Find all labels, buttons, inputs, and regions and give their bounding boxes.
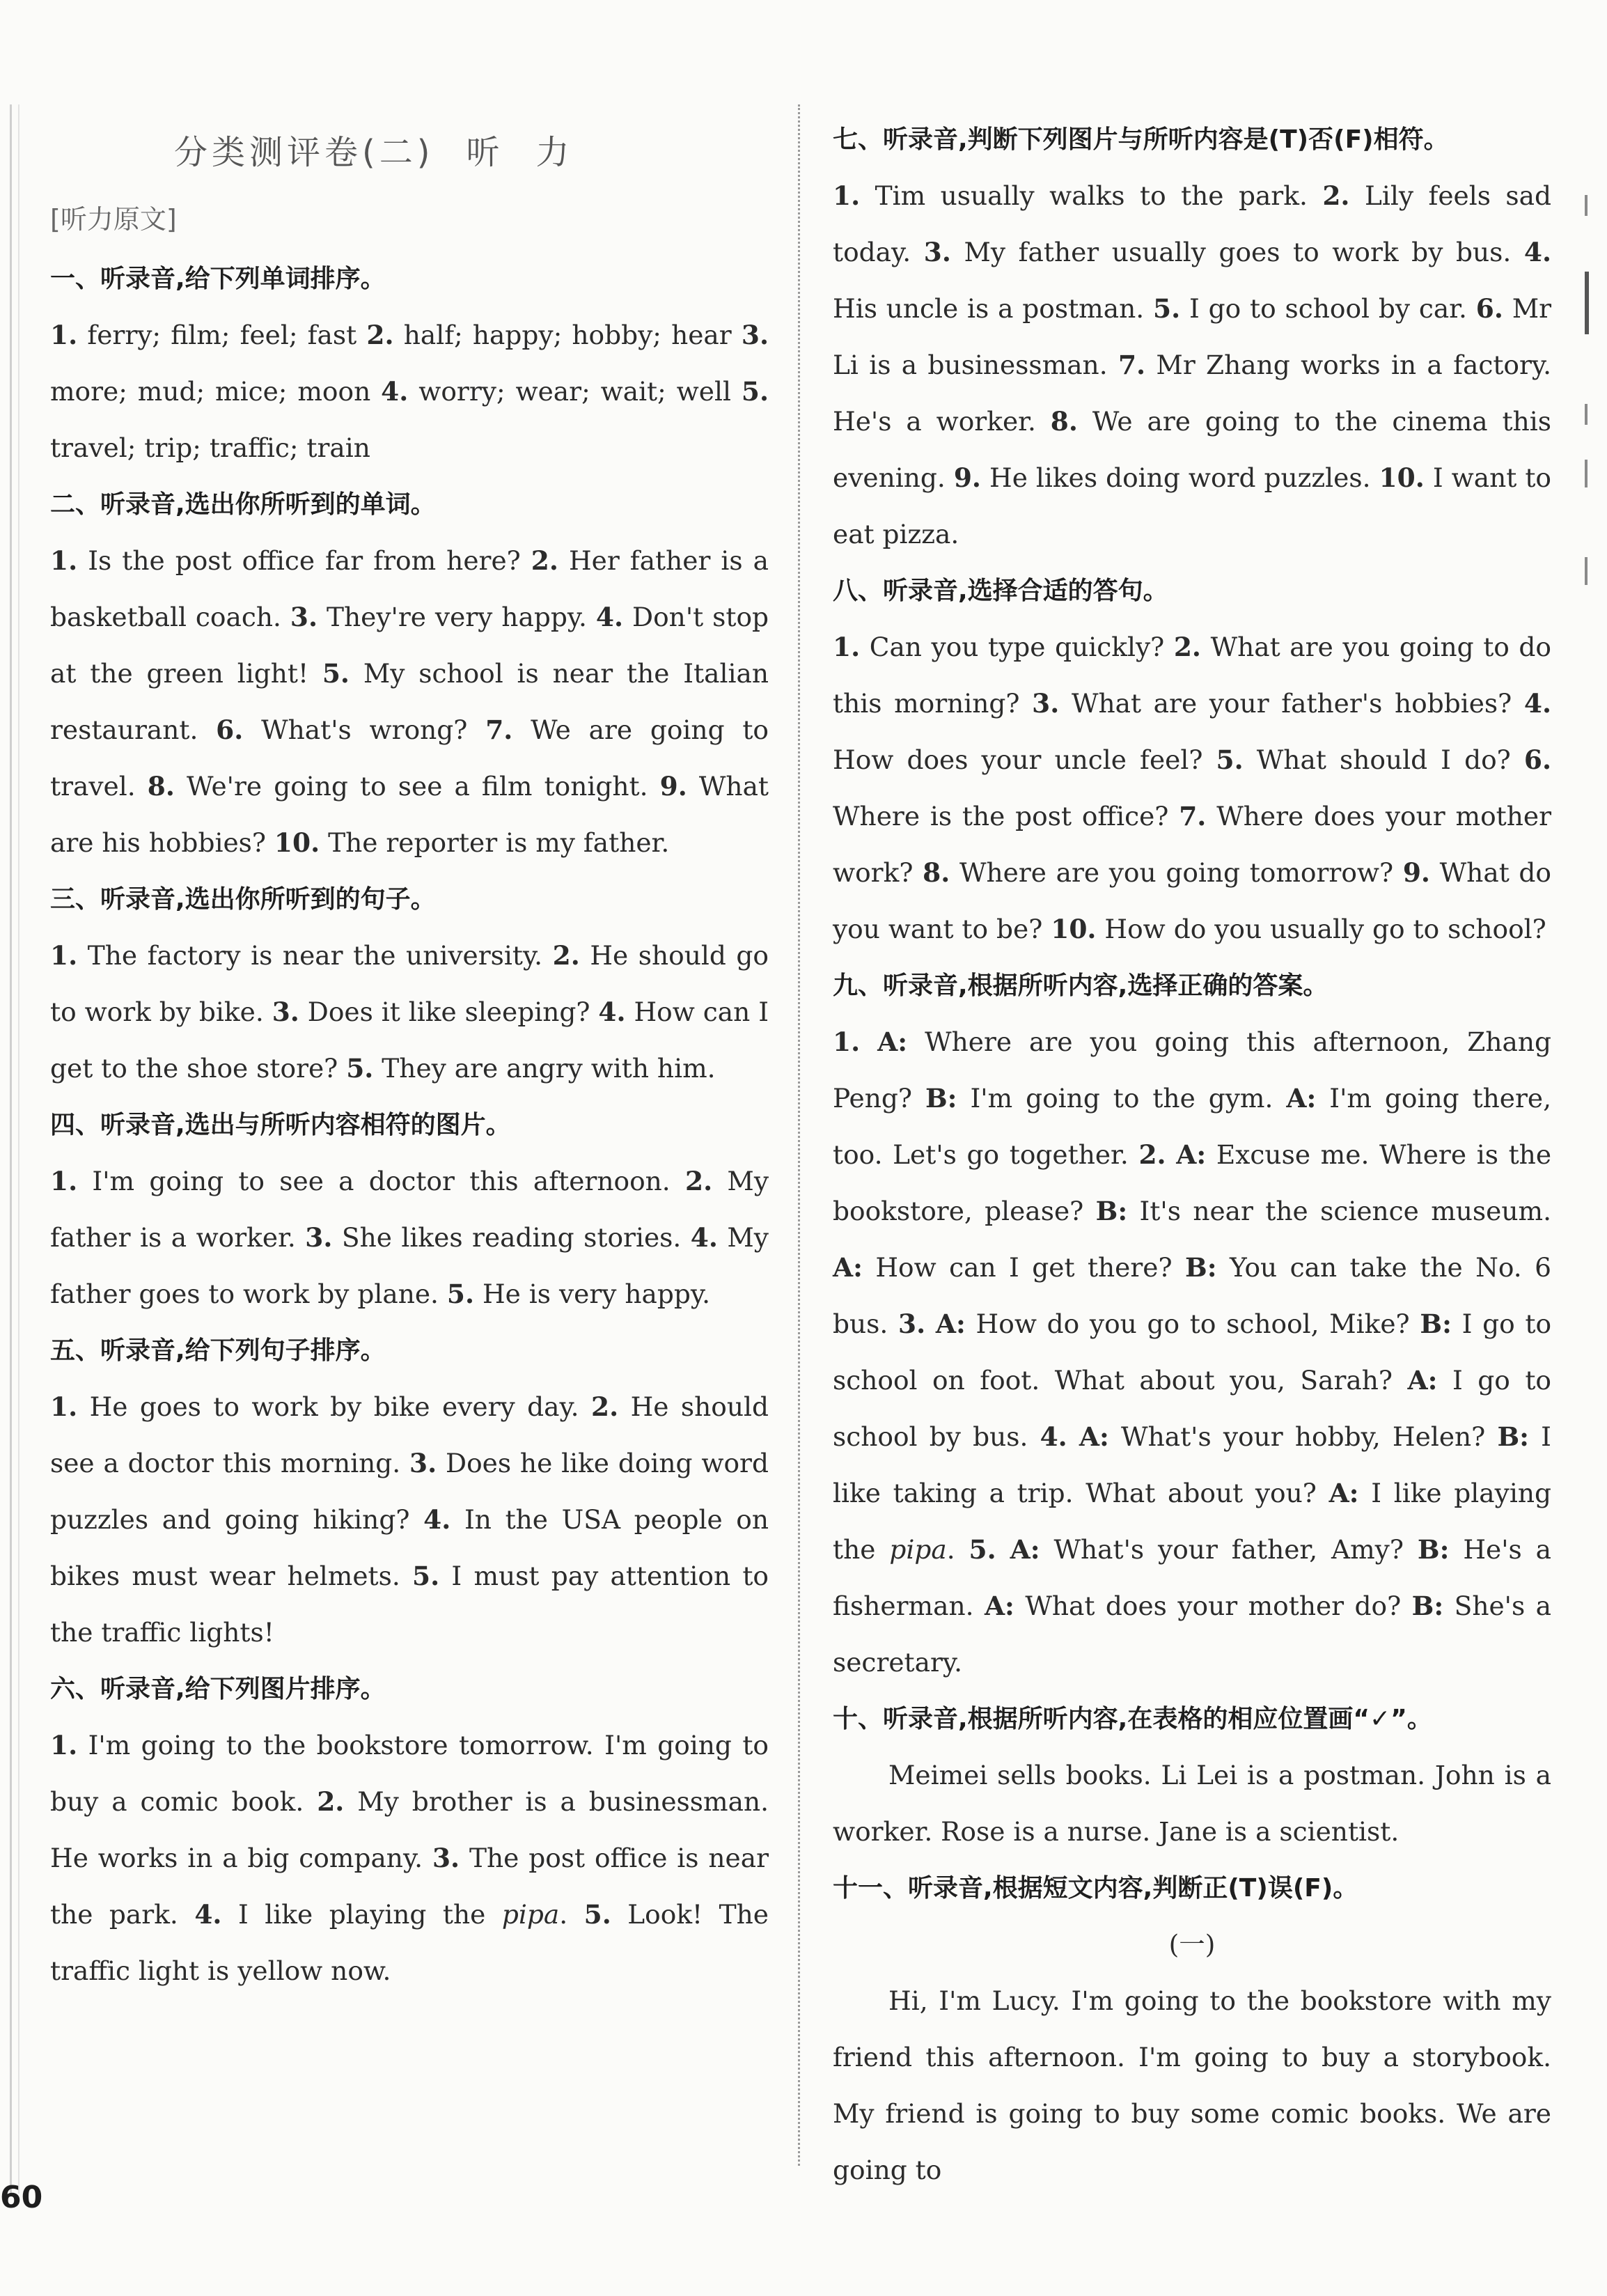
page-number: 60 bbox=[0, 2180, 43, 2215]
section-2-body: 1. Is the post office far from here? 2. Her father is a basketball coach. 3. They're very happy. 4. Don't stop at the green light! 5. My school is near the Italian restaurant. 6. What's wrong? 7. We are going to travel. 8. We're going to see a film tonight. 9. What are his hobbies? 10. The reporter is my father. bbox=[50, 545, 769, 858]
section-11-part-label: (一) bbox=[1168, 1929, 1216, 1960]
section-11-heading: 十一、听录音,根据短文内容,判断正(T)误(F)。 bbox=[833, 1874, 1358, 1903]
section-7-heading: 七、听录音,判断下列图片与所听内容是(T)否(F)相符。 bbox=[833, 125, 1449, 154]
section-5-body: 1. He goes to work by bike every day. 2. He should see a doctor this morning. 3. Does he like doing word puzzles and going hiking? 4. In the USA people on bikes must wear helmets. 5. I must pay attention to the traffic lights! bbox=[50, 1391, 769, 1648]
section-3-heading: 三、听录音,选出你所听到的句子。 bbox=[50, 885, 436, 914]
section-6-heading: 六、听录音,给下列图片排序。 bbox=[50, 1675, 386, 1703]
section-9-heading: 九、听录音,根据所听内容,选择正确的答案。 bbox=[833, 971, 1328, 1000]
section-2-heading: 二、听录音,选出你所听到的单词。 bbox=[50, 490, 436, 519]
column-divider bbox=[798, 104, 800, 2166]
section-8-heading: 八、听录音,选择合适的答句。 bbox=[833, 577, 1168, 605]
section-1-body: 1. ferry; film; feel; fast 2. half; happy; hobby; hear 3. more; mud; mice; moon 4. worry; wear; wait; well 5. travel; trip; traffic; train bbox=[50, 320, 769, 463]
section-8-body: 1. Can you type quickly? 2. What are you going to do this morning? 3. What are your father's hobbies? 4. How does your uncle feel? 5. What should I do? 6. Where is the post office? 7. Where does your mother work? 8. Where are you going tomorrow? 9. What do you want to be? 10. How do you usually go to school? bbox=[833, 632, 1552, 944]
section-7-body: 1. Tim usually walks to the park. 2. Lily feels sad today. 3. My father usually goes to work by bus. 4. His uncle is a postman. 5. I go to school by car. 6. Mr Li is a businessman. 7. Mr Zhang works in a factory. He's a worker. 8. We are going to the cinema this evening. 9. He likes doing word puzzles. 10. I want to eat pizza. bbox=[833, 180, 1552, 549]
section-11-body: Hi, I'm Lucy. I'm going to the bookstore with my friend this afternoon. I'm going to buy a storybook. My friend is going to buy some comic books. We are going to bbox=[833, 1985, 1551, 2185]
section-4-heading: 四、听录音,选出与所听内容相符的图片。 bbox=[50, 1111, 511, 1139]
edge-mark bbox=[1585, 272, 1589, 334]
section-1-heading: 一、听录音,给下列单词排序。 bbox=[50, 265, 386, 293]
edge-mark bbox=[1585, 404, 1588, 425]
section-3-body: 1. The factory is near the university. 2. He should go to work by bike. 3. Does it like sleeping? 4. How can I get to the shoe store? 5. They are angry with him. bbox=[50, 940, 769, 1084]
edge-mark bbox=[1585, 460, 1588, 487]
section-10-body: Meimei sells books. Li Lei is a postman. John is a worker. Rose is a nurse. Jane is a scientist. bbox=[833, 1760, 1551, 1847]
right-column bbox=[833, 111, 1551, 2199]
section-4-body: 1. I'm going to see a doctor this afternoon. 2. My father is a worker. 3. She likes reading stories. 4. My father goes to work by plane. 5. He is very happy. bbox=[50, 1166, 769, 1309]
page-title: 分类测评卷(二) 听 力 bbox=[174, 133, 574, 172]
transcript-tag: [听力原文] bbox=[50, 204, 177, 235]
binding-edge bbox=[10, 104, 12, 2194]
section-9-body: 1. A: Where are you going this afternoon, Zhang Peng? B: I'm going to the gym. A: I'm going there, too. Let's go together. 2. A: Excuse me. Where is the bookstore, please? B: It's near the science museum. A: How can I get there? B: You can take the No. 6 bus. 3. A: How do you go to school, Mike? B: I go to school on foot. What about you, Sarah? A: I go to school by bus. 4. A: What's your hobby, Helen? B: I like taking a trip. What about you? A: I like playing the pipa. 5. A: What's your father, Amy? B: He's a fisherman. A: What does your mother do? B: She's a secretary. bbox=[833, 1026, 1552, 1678]
binding-edge-inner bbox=[18, 104, 19, 2194]
section-6-body: 1. I'm going to the bookstore tomorrow. I'm going to buy a comic book. 2. My brother is a businessman. He works in a big company. 3. The post office is near the park. 4. I like playing the pipa. 5. Look! The traffic light is yellow now. bbox=[50, 1730, 769, 1986]
edge-mark bbox=[1585, 195, 1588, 216]
section-10-heading: 十、听录音,根据所听内容,在表格的相应位置画“✓”。 bbox=[833, 1705, 1432, 1733]
edge-mark bbox=[1585, 557, 1588, 585]
section-5-heading: 五、听录音,给下列句子排序。 bbox=[50, 1336, 386, 1365]
left-column bbox=[50, 111, 769, 1999]
